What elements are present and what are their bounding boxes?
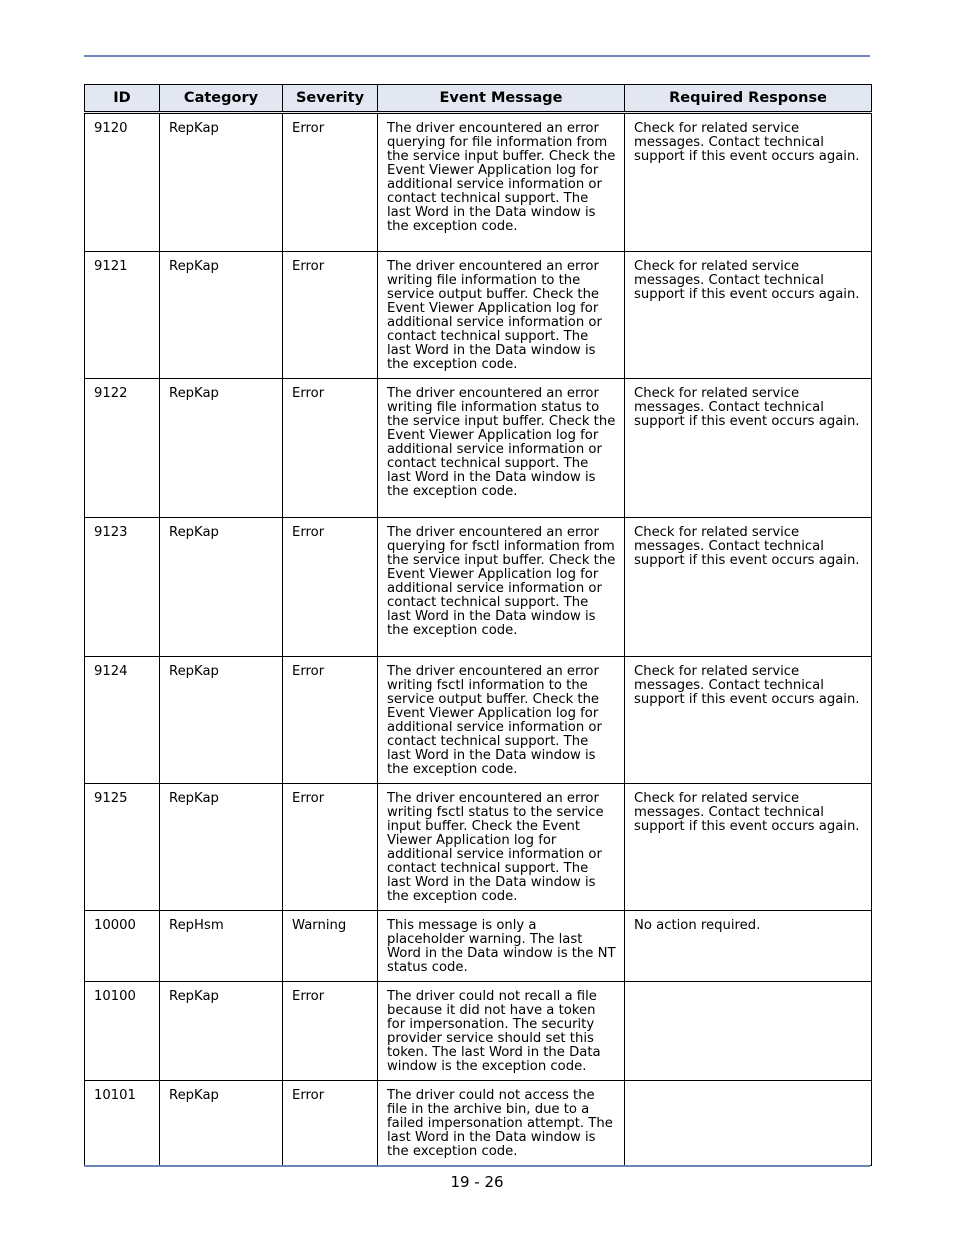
- table-row: [85, 657, 872, 784]
- cell-severity: Error: [283, 113, 378, 252]
- cell-event-message: The driver could not access the file in the archive bin, due to a failed impersonation attempt. The last Word in the Data window is the exception code.: [378, 1081, 625, 1166]
- cell-event-message: The driver could not recall a file because it did not have a token for impersonation. The security provider service should set this token. The last Word in the Data window is the exception code.: [378, 982, 625, 1081]
- cell-id: 10000: [85, 911, 160, 982]
- cell-category: RepKap: [160, 982, 283, 1081]
- cell-required-response: Check for related service messages. Contact technical support if this event occurs again.: [625, 379, 872, 518]
- table-row: [85, 784, 872, 911]
- cell-id: 10100: [85, 982, 160, 1081]
- table-row: [85, 982, 872, 1081]
- table-row: [85, 1081, 872, 1166]
- header-category: Category: [160, 85, 283, 113]
- cell-category: RepKap: [160, 113, 283, 252]
- cell-severity: Warning: [283, 911, 378, 982]
- cell-category: RepHsm: [160, 911, 283, 982]
- cell-id: 10101: [85, 1081, 160, 1166]
- header-rule: [84, 55, 870, 57]
- cell-required-response: [625, 982, 872, 1081]
- cell-event-message: The driver encountered an error writing file information to the service output buffer. Check the Event Viewer Application log for additional service information or contact technical support. The last Word in the Data window is the exception code.: [378, 252, 625, 379]
- page-number: 19 - 26: [450, 1173, 504, 1191]
- cell-category: RepKap: [160, 784, 283, 911]
- cell-required-response: Check for related service messages. Contact technical support if this event occurs again.: [625, 113, 872, 252]
- cell-severity: Error: [283, 1081, 378, 1166]
- table-row: [85, 379, 872, 518]
- cell-category: RepKap: [160, 252, 283, 379]
- footer-rule: [84, 1165, 870, 1167]
- cell-id: 9120: [85, 113, 160, 252]
- cell-category: RepKap: [160, 1081, 283, 1166]
- header-required-response: Required Response: [625, 85, 872, 113]
- cell-required-response: Check for related service messages. Contact technical support if this event occurs again.: [625, 657, 872, 784]
- cell-severity: Error: [283, 252, 378, 379]
- cell-required-response: No action required.: [625, 911, 872, 982]
- cell-severity: Error: [283, 982, 378, 1081]
- cell-event-message: The driver encountered an error writing fsctl information to the service output buffer. Check the Event Viewer Application log for additional service information or contact technical support. The last Word in the Data window is the exception code.: [378, 657, 625, 784]
- table-row: [85, 113, 872, 252]
- cell-category: RepKap: [160, 657, 283, 784]
- cell-severity: Error: [283, 518, 378, 657]
- header-id: ID: [85, 85, 160, 113]
- event-table: [84, 84, 872, 1166]
- table-header-row: [85, 85, 872, 113]
- cell-required-response: Check for related service messages. Contact technical support if this event occurs again.: [625, 784, 872, 911]
- cell-required-response: Check for related service messages. Contact technical support if this event occurs again.: [625, 252, 872, 379]
- cell-severity: Error: [283, 379, 378, 518]
- cell-event-message: The driver encountered an error querying for fsctl information from the service input buffer. Check the Event Viewer Application log for additional service information or contact technical support. The last Word in the Data window is the exception code.: [378, 518, 625, 657]
- table-row: [85, 252, 872, 379]
- header-severity: Severity: [283, 85, 378, 113]
- cell-id: 9122: [85, 379, 160, 518]
- cell-event-message: The driver encountered an error writing fsctl status to the service input buffer. Check the Event Viewer Application log for additional service information or contact technical support. The last Word in the Data window is the exception code.: [378, 784, 625, 911]
- cell-severity: Error: [283, 657, 378, 784]
- cell-category: RepKap: [160, 518, 283, 657]
- cell-id: 9123: [85, 518, 160, 657]
- cell-category: RepKap: [160, 379, 283, 518]
- cell-id: 9124: [85, 657, 160, 784]
- cell-severity: Error: [283, 784, 378, 911]
- cell-event-message: The driver encountered an error querying for file information from the service input buffer. Check the Event Viewer Application log for additional service information or contact technical support. The last Word in the Data window is the exception code.: [378, 113, 625, 252]
- cell-event-message: This message is only a placeholder warning. The last Word in the Data window is the NT status code.: [378, 911, 625, 982]
- cell-required-response: Check for related service messages. Contact technical support if this event occurs again.: [625, 518, 872, 657]
- cell-required-response: [625, 1081, 872, 1166]
- cell-id: 9121: [85, 252, 160, 379]
- cell-event-message: The driver encountered an error writing file information status to the service input buffer. Check the Event Viewer Application log for additional service information or contact technical support. The last Word in the Data window is the exception code.: [378, 379, 625, 518]
- table-row: [85, 911, 872, 982]
- header-event-message: Event Message: [378, 85, 625, 113]
- cell-id: 9125: [85, 784, 160, 911]
- table-row: [85, 518, 872, 657]
